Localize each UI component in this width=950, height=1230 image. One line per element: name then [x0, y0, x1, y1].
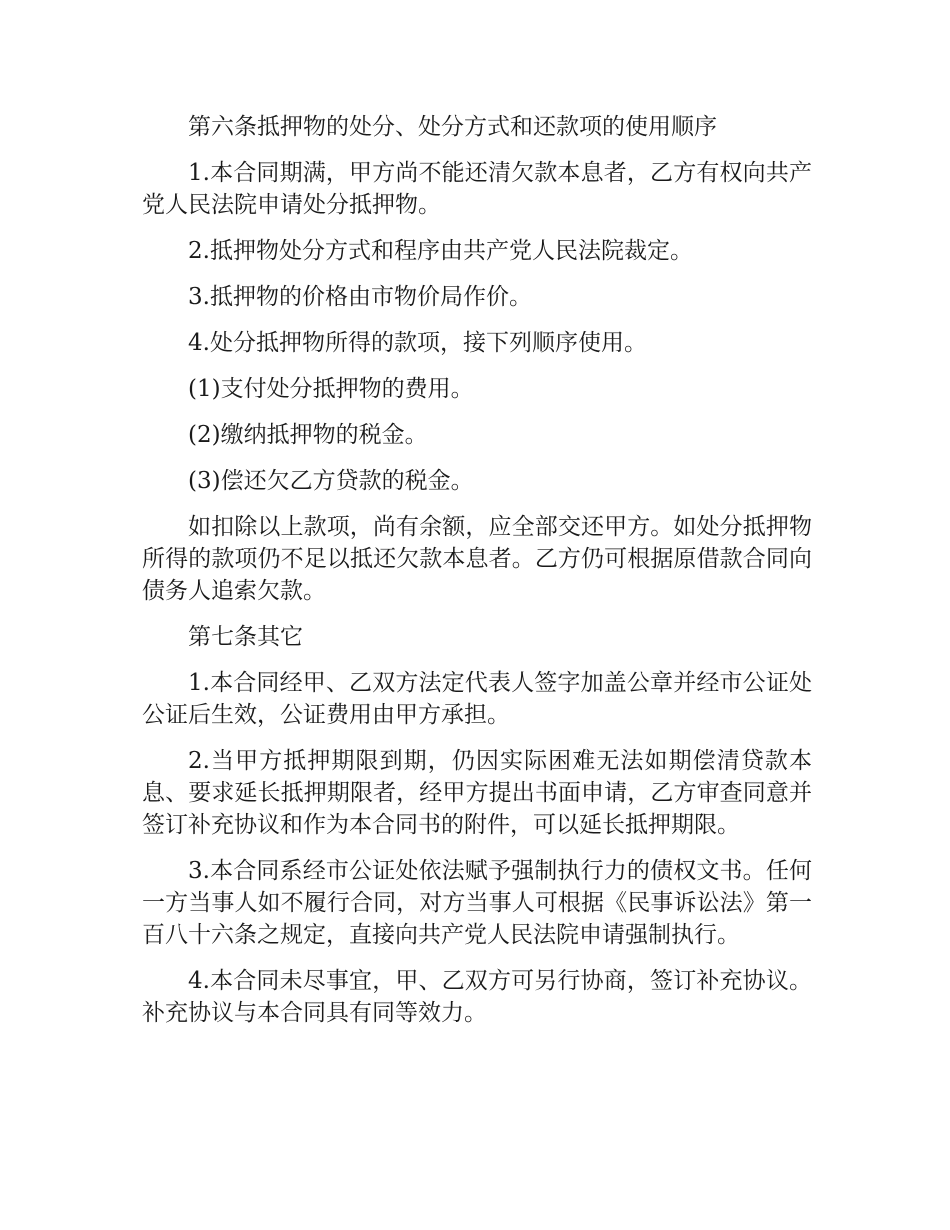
article-6-clause-4: 4.处分抵押物所得的款项，接下列顺序使用。 — [188, 330, 647, 356]
document-body — [142, 111, 812, 1043]
article-7-clause-4: 4.本合同未尽事宜，甲、乙双方可另行协商，签订补充协议。补充协议与本合同具有同等效力。 — [142, 968, 812, 1026]
article-6-clause-1: 1.本合同期满，甲方尚不能还清欠款本息者，乙方有权向共产党人民法院申请处分抵押物。 — [142, 160, 812, 218]
article-6-remainder-paragraph: 如扣除以上款项，尚有余额，应全部交还甲方。如处分抵押物所得的款项仍不足以抵还欠款本息者。乙方仍可根据原借款合同向债务人追索欠款。 — [142, 514, 812, 604]
clause-4-item-1: (1)支付处分抵押物的费用。 — [188, 376, 474, 402]
article-6-clause-3: 3.抵押物的价格由市物价局作价。 — [188, 284, 532, 310]
clause-4-item-2: (2)缴纳抵押物的税金。 — [188, 422, 428, 448]
article-6-clause-2: 2.抵押物处分方式和程序由共产党人民法院裁定。 — [188, 238, 693, 264]
clause-4-item-3: (3)偿还欠乙方贷款的税金。 — [188, 468, 474, 494]
article-7-clause-3: 3.本合同系经市公证处依法赋予强制执行力的债权文书。任何一方当事人如不履行合同，对方当事人可根据《民事诉讼法》第一百八十六条之规定，直接向共产党人民法院申请强制执行。 — [142, 858, 812, 948]
article-7-heading: 第七条其它 — [188, 624, 303, 650]
article-6-heading: 第六条抵押物的处分、处分方式和还款项的使用顺序 — [188, 114, 717, 140]
article-7-clause-1: 1.本合同经甲、乙双方法定代表人签字加盖公章并经市公证处公证后生效，公证费用由甲方承担。 — [142, 670, 812, 728]
article-7-clause-2: 2.当甲方抵押期限到期，仍因实际困难无法如期偿清贷款本息、要求延长抵押期限者，经甲方提出书面申请，乙方审查同意并签订补充协议和作为本合同书的附件，可以延长抵押期限。 — [142, 748, 812, 838]
